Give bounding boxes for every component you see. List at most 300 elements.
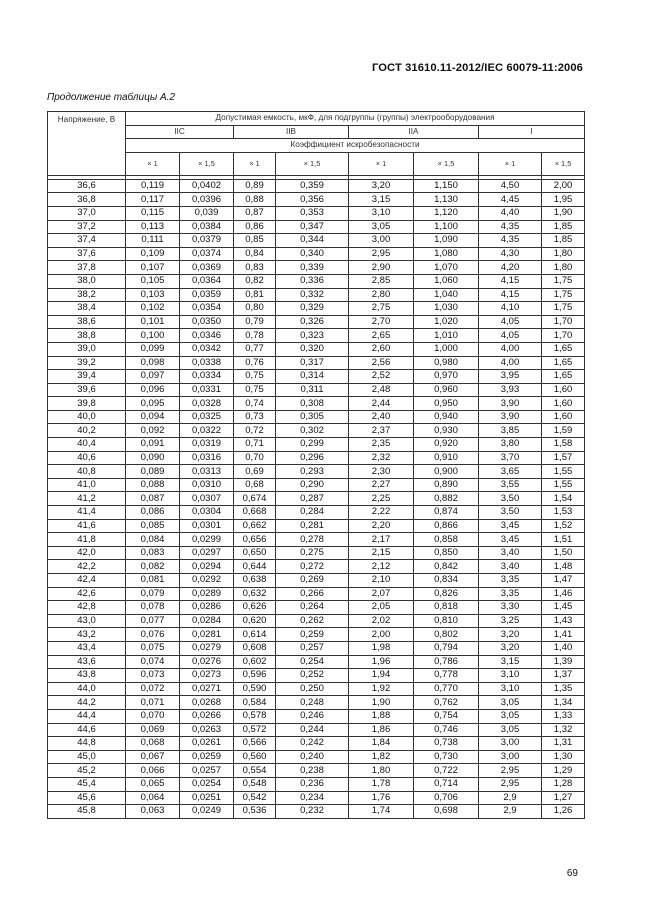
capacitance-cell: 0,107 [126,261,180,275]
capacitance-cell: 1,150 [414,179,479,193]
capacitance-cell: 0,0284 [180,614,234,628]
capacitance-cell: 4,30 [479,247,542,261]
capacitance-cell: 3,30 [479,601,542,615]
capacitance-cell: 0,72 [234,424,276,438]
safety-factor-header: Коэффициент искробезопасности [126,139,585,153]
capacitance-cell: 4,15 [479,274,542,288]
capacitance-cell: 1,85 [542,234,585,248]
voltage-cell: 37,0 [48,206,126,220]
capacitance-cell: 2,40 [349,410,414,424]
capacitance-cell: 1,48 [542,560,585,574]
capacitance-cell: 0,0304 [180,506,234,520]
capacitance-cell: 0,0313 [180,465,234,479]
voltage-cell: 37,2 [48,220,126,234]
capacitance-cell: 3,40 [479,546,542,560]
capacitance-cell: 0,0259 [180,750,234,764]
capacitance-cell: 1,59 [542,424,585,438]
capacitance-cell: 0,0364 [180,274,234,288]
capacitance-cell: 0,826 [414,587,479,601]
capacitance-cell: 0,340 [276,247,349,261]
table-row [48,247,585,261]
capacitance-cell: 3,05 [479,696,542,710]
capacitance-cell: 0,244 [276,723,349,737]
capacitance-cell: 0,0325 [180,410,234,424]
table-row [48,438,585,452]
capacitance-cell: 0,602 [234,655,276,669]
capacitance-cell: 2,32 [349,451,414,465]
capacitance-cell: 0,560 [234,750,276,764]
capacitance-cell: 0,323 [276,329,349,343]
capacitance-cell: 0,632 [234,587,276,601]
capacitance-cell: 0,257 [276,641,349,655]
voltage-cell: 40,6 [48,451,126,465]
capacitance-cell: 3,45 [479,519,542,533]
capacitance-cell: 0,0402 [180,179,234,193]
table-row [48,764,585,778]
capacitance-cell: 3,00 [479,737,542,751]
capacitance-cell: 0,0268 [180,696,234,710]
capacitance-cell: 1,000 [414,342,479,356]
capacitance-cell: 0,590 [234,682,276,696]
capacitance-cell: 1,34 [542,696,585,710]
capacitance-cell: 3,25 [479,614,542,628]
table-row [48,220,585,234]
capacitance-cell: 0,329 [276,302,349,316]
table-row [48,193,585,207]
capacitance-cell: 2,56 [349,356,414,370]
capacitance-cell: 2,85 [349,274,414,288]
voltage-cell: 42,4 [48,574,126,588]
capacitance-cell: 1,85 [542,220,585,234]
factor-header: × 1,5 [542,152,585,175]
capacitance-cell: 0,356 [276,193,349,207]
capacitance-cell: 0,584 [234,696,276,710]
capacitance-cell: 3,80 [479,438,542,452]
capacitance-cell: 1,74 [349,805,414,819]
capacitance-cell: 0,882 [414,492,479,506]
capacitance-cell: 0,77 [234,342,276,356]
capacitance-cell: 1,60 [542,383,585,397]
capacitance-cell: 0,088 [126,478,180,492]
voltage-cell: 39,2 [48,356,126,370]
voltage-cell: 45,2 [48,764,126,778]
table-row [48,179,585,193]
capacitance-cell: 0,0294 [180,560,234,574]
capacitance-cell: 1,080 [414,247,479,261]
capacitance-cell: 0,115 [126,206,180,220]
capacitance-cell: 2,17 [349,533,414,547]
capacitance-cell: 0,242 [276,737,349,751]
capacitance-cell: 0,236 [276,777,349,791]
table-row [48,342,585,356]
capacitance-cell: 0,0266 [180,709,234,723]
voltage-cell: 37,8 [48,261,126,275]
capacitance-cell: 0,090 [126,451,180,465]
subgroup-iic-header: IIC [126,125,234,139]
capacitance-cell: 0,746 [414,723,479,737]
capacitance-cell: 0,305 [276,410,349,424]
capacitance-cell: 0,614 [234,628,276,642]
page-number: 69 [566,868,578,879]
capacitance-cell: 1,57 [542,451,585,465]
capacitance-cell: 1,32 [542,723,585,737]
capacitance-cell: 2,00 [542,179,585,193]
capacitance-cell: 0,0249 [180,805,234,819]
table-row [48,533,585,547]
capacitance-cell: 1,82 [349,750,414,764]
capacitance-cell: 3,90 [479,410,542,424]
capacitance-cell: 0,073 [126,669,180,683]
capacitance-cell: 1,98 [349,641,414,655]
table-row [48,546,585,560]
table-row [48,329,585,343]
capacitance-cell: 1,80 [542,261,585,275]
capacitance-cell: 0,347 [276,220,349,234]
capacitance-cell: 0,0263 [180,723,234,737]
capacitance-cell: 1,96 [349,655,414,669]
capacitance-cell: 0,83 [234,261,276,275]
capacitance-cell: 1,35 [542,682,585,696]
capacitance-cell: 2,25 [349,492,414,506]
voltage-cell: 40,0 [48,410,126,424]
capacitance-cell: 0,076 [126,628,180,642]
capacitance-cell: 4,05 [479,329,542,343]
capacitance-cell: 4,45 [479,193,542,207]
capacitance-cell: 0,097 [126,370,180,384]
voltage-cell: 41,2 [48,492,126,506]
capacitance-cell: 3,20 [349,179,414,193]
capacitance-cell: 2,22 [349,506,414,520]
subgroup-iib-header: IIB [234,125,349,139]
capacitance-cell: 0,074 [126,655,180,669]
voltage-cell: 44,2 [48,696,126,710]
capacitance-cell: 0,638 [234,574,276,588]
capacitance-cell: 0,079 [126,587,180,601]
table-row [48,614,585,628]
capacitance-cell: 0,82 [234,274,276,288]
capacitance-cell: 0,0251 [180,791,234,805]
capacitance-cell: 0,910 [414,451,479,465]
capacitance-cell: 0,064 [126,791,180,805]
capacitance-cell: 0,81 [234,288,276,302]
capacitance-cell: 0,770 [414,682,479,696]
capacitance-cell: 0,281 [276,519,349,533]
capacitance-cell: 1,86 [349,723,414,737]
capacitance-cell: 0,572 [234,723,276,737]
capacitance-cell: 4,40 [479,206,542,220]
voltage-cell: 42,6 [48,587,126,601]
capacitance-cell: 1,100 [414,220,479,234]
capacitance-cell: 0,85 [234,234,276,248]
capacitance-cell: 3,15 [479,655,542,669]
voltage-cell: 44,4 [48,709,126,723]
capacitance-cell: 0,284 [276,506,349,520]
factor-header: × 1,5 [276,152,349,175]
capacitance-cell: 1,88 [349,709,414,723]
capacitance-cell: 0,264 [276,601,349,615]
capacitance-cell: 3,10 [479,669,542,683]
capacitance-cell: 0,930 [414,424,479,438]
capacitance-cell: 0,069 [126,723,180,737]
table-row [48,519,585,533]
capacitance-cell: 0,68 [234,478,276,492]
capacitance-cell: 3,70 [479,451,542,465]
capacitance-cell: 0,554 [234,764,276,778]
voltage-cell: 38,2 [48,288,126,302]
factor-header: × 1 [479,152,542,175]
capacitance-cell: 0,76 [234,356,276,370]
capacitance-cell: 0,0271 [180,682,234,696]
capacitance-cell: 0,101 [126,315,180,329]
capacitance-cell: 0,339 [276,261,349,275]
capacitance-cell: 0,0299 [180,533,234,547]
table-row [48,451,585,465]
voltage-cell: 44,0 [48,682,126,696]
table-row [48,587,585,601]
capacitance-cell: 1,030 [414,302,479,316]
capacitance-cell: 1,60 [542,410,585,424]
capacitance-cell: 0,0331 [180,383,234,397]
capacitance-cell: 0,117 [126,193,180,207]
capacitance-cell: 0,254 [276,655,349,669]
capacitance-cell: 0,620 [234,614,276,628]
capacitance-cell: 0,70 [234,451,276,465]
capacitance-cell: 2,9 [479,805,542,819]
capacitance-cell: 0,78 [234,329,276,343]
capacitance-cell: 3,20 [479,641,542,655]
capacitance-cell: 3,35 [479,587,542,601]
capacitance-cell: 0,084 [126,533,180,547]
capacitance-cell: 0,596 [234,669,276,683]
capacitance-cell: 2,60 [349,342,414,356]
table-row [48,655,585,669]
capacitance-cell: 0,542 [234,791,276,805]
table-row [48,601,585,615]
capacitance-cell: 0,332 [276,288,349,302]
capacitance-cell: 0,88 [234,193,276,207]
voltage-cell: 41,4 [48,506,126,520]
capacitance-cell: 0,900 [414,465,479,479]
capacitance-cell: 2,48 [349,383,414,397]
capacitance-cell: 1,70 [542,315,585,329]
voltage-cell: 38,0 [48,274,126,288]
capacitance-cell: 3,05 [349,220,414,234]
table-row [48,560,585,574]
capacitance-cell: 1,27 [542,791,585,805]
capacitance-cell: 1,90 [542,206,585,220]
capacitance-cell: 2,9 [479,791,542,805]
table-row [48,669,585,683]
capacitance-table [47,111,585,819]
voltage-cell: 36,6 [48,179,126,193]
capacitance-cell: 0,246 [276,709,349,723]
capacitance-cell: 1,90 [349,696,414,710]
table-row [48,805,585,819]
capacitance-cell: 1,65 [542,356,585,370]
capacitance-cell: 0,269 [276,574,349,588]
capacitance-cell: 0,098 [126,356,180,370]
voltage-cell: 43,4 [48,641,126,655]
capacitance-cell: 3,20 [479,628,542,642]
capacitance-cell: 4,15 [479,288,542,302]
capacitance-cell: 1,94 [349,669,414,683]
capacitance-cell: 0,890 [414,478,479,492]
factor-header: × 1 [126,152,180,175]
capacitance-cell: 0,091 [126,438,180,452]
capacitance-cell: 3,10 [349,206,414,220]
table-row [48,791,585,805]
capacitance-cell: 1,43 [542,614,585,628]
capacitance-cell: 0,650 [234,546,276,560]
capacitance-cell: 0,083 [126,546,180,560]
capacitance-cell: 0,722 [414,764,479,778]
capacitance-cell: 2,20 [349,519,414,533]
voltage-cell: 41,0 [48,478,126,492]
capacitance-cell: 1,60 [542,397,585,411]
capacitance-cell: 0,626 [234,601,276,615]
capacitance-cell: 0,84 [234,247,276,261]
capacitance-cell: 0,259 [276,628,349,642]
capacitance-cell: 1,75 [542,288,585,302]
group-i-header: I [479,125,585,139]
table-row [48,696,585,710]
capacitance-cell: 3,50 [479,492,542,506]
table-row [48,750,585,764]
capacitance-cell: 0,86 [234,220,276,234]
capacitance-cell: 2,75 [349,302,414,316]
capacitance-cell: 3,00 [349,234,414,248]
capacitance-cell: 0,75 [234,383,276,397]
capacitance-cell: 0,081 [126,574,180,588]
voltage-cell: 45,4 [48,777,126,791]
capacitance-cell: 2,95 [479,764,542,778]
capacitance-cell: 0,0276 [180,655,234,669]
capacitance-cell: 3,05 [479,723,542,737]
table-row [48,478,585,492]
capacitance-cell: 4,35 [479,220,542,234]
capacitance-cell: 0,920 [414,438,479,452]
capacitance-cell: 0,326 [276,315,349,329]
capacitance-cell: 2,30 [349,465,414,479]
table-row [48,397,585,411]
capacitance-cell: 0,077 [126,614,180,628]
capacitance-cell: 0,0319 [180,438,234,452]
capacitance-cell: 0,089 [126,465,180,479]
capacitance-cell: 0,070 [126,709,180,723]
voltage-cell: 40,4 [48,438,126,452]
capacitance-cell: 0,102 [126,302,180,316]
capacitance-cell: 0,69 [234,465,276,479]
table-row [48,424,585,438]
capacitance-cell: 0,092 [126,424,180,438]
table-row [48,628,585,642]
capacitance-cell: 0,980 [414,356,479,370]
capacitance-cell: 0,082 [126,560,180,574]
capacitance-cell: 0,262 [276,614,349,628]
table-row [48,370,585,384]
capacitance-cell: 0,308 [276,397,349,411]
voltage-cell: 44,6 [48,723,126,737]
capacitance-cell: 4,05 [479,315,542,329]
capacitance-cell: 0,272 [276,560,349,574]
capacitance-cell: 3,95 [479,370,542,384]
voltage-cell: 42,0 [48,546,126,560]
subgroup-iia-header: IIA [349,125,479,139]
capacitance-cell: 1,70 [542,329,585,343]
capacitance-cell: 1,55 [542,465,585,479]
capacitance-cell: 1,33 [542,709,585,723]
voltage-cell: 45,8 [48,805,126,819]
capacitance-cell: 0,278 [276,533,349,547]
capacitance-cell: 0,275 [276,546,349,560]
capacitance-cell: 0,0279 [180,641,234,655]
capacitance-cell: 0,940 [414,410,479,424]
capacitance-cell: 0,0384 [180,220,234,234]
table-row [48,302,585,316]
voltage-cell: 37,4 [48,234,126,248]
capacitance-cell: 0,099 [126,342,180,356]
capacitance-cell: 0,738 [414,737,479,751]
table-row [48,506,585,520]
capacitance-cell: 1,020 [414,315,479,329]
capacitance-cell: 1,130 [414,193,479,207]
voltage-cell: 37,6 [48,247,126,261]
capacitance-cell: 0,75 [234,370,276,384]
capacitance-cell: 0,094 [126,410,180,424]
table-row [48,356,585,370]
capacitance-cell: 0,238 [276,764,349,778]
capacitance-cell: 0,344 [276,234,349,248]
capacitance-cell: 2,15 [349,546,414,560]
capacitance-cell: 4,10 [479,302,542,316]
capacitance-cell: 0,234 [276,791,349,805]
capacitance-cell: 0,548 [234,777,276,791]
capacitance-cell: 1,53 [542,506,585,520]
capacitance-cell: 0,0350 [180,315,234,329]
table-row [48,410,585,424]
capacitance-cell: 0,0396 [180,193,234,207]
capacitance-cell: 1,55 [542,478,585,492]
capacitance-cell: 1,51 [542,533,585,547]
capacitance-cell: 1,070 [414,261,479,275]
capacitance-cell: 0,095 [126,397,180,411]
capacitance-cell: 1,65 [542,370,585,384]
capacitance-cell: 0,075 [126,641,180,655]
table-row [48,737,585,751]
capacitance-cell: 0,0374 [180,247,234,261]
capacitance-cell: 0,578 [234,709,276,723]
capacitance-cell: 0,794 [414,641,479,655]
capacitance-cell: 0,810 [414,614,479,628]
capacitance-cell: 0,0369 [180,261,234,275]
capacitance-cell: 0,858 [414,533,479,547]
capacitance-cell: 2,02 [349,614,414,628]
capacitance-cell: 0,0346 [180,329,234,343]
capacitance-cell: 0,0342 [180,342,234,356]
capacitance-cell: 1,120 [414,206,479,220]
capacitance-cell: 0,066 [126,764,180,778]
capacitance-cell: 1,30 [542,750,585,764]
table-row [48,234,585,248]
capacitance-cell: 3,05 [479,709,542,723]
capacitance-cell: 1,92 [349,682,414,696]
capacitance-cell: 0,266 [276,587,349,601]
capacitance-cell: 0,0254 [180,777,234,791]
capacitance-cell: 1,50 [542,546,585,560]
capacitance-cell: 1,80 [542,247,585,261]
capacitance-cell: 0,0261 [180,737,234,751]
capacitance-group-header: Допустимая емкость, мкФ, для подгруппы (группы) электрооборудования [126,112,585,126]
